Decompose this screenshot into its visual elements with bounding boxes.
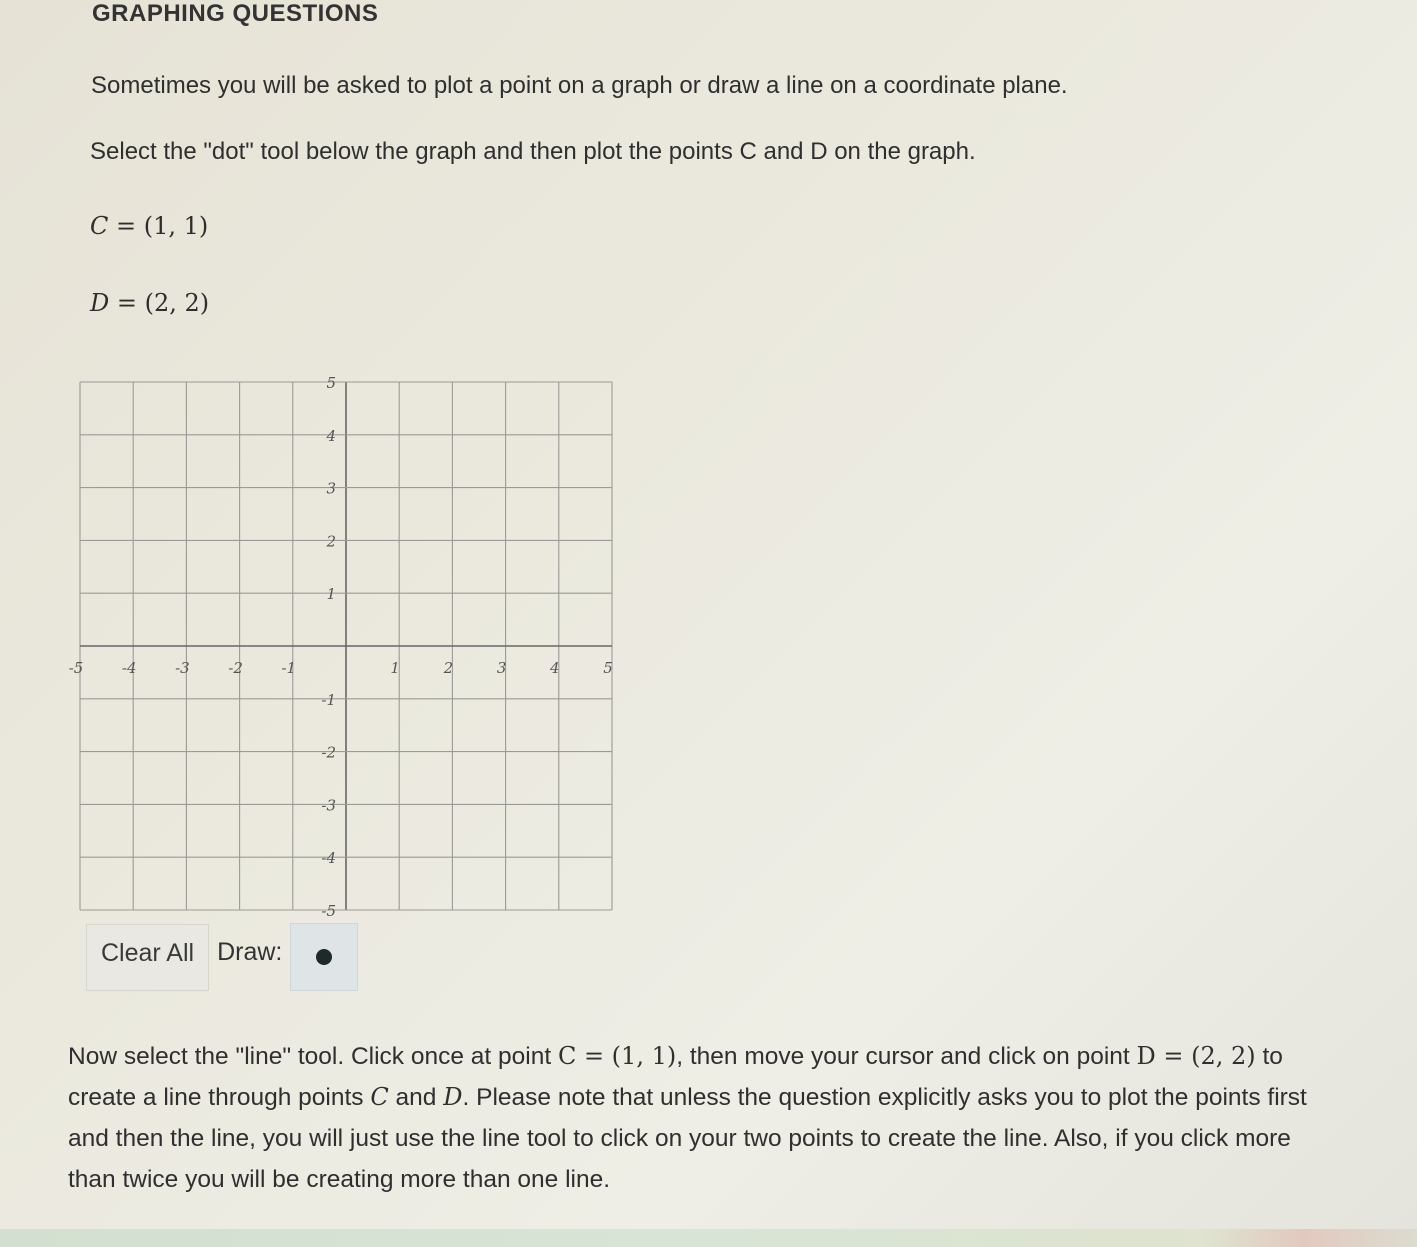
y-tick-label: 3: [326, 479, 336, 498]
instr-math-cn: C: [370, 1083, 389, 1111]
bottom-strip: [0, 1229, 1417, 1247]
y-tick-label: -1: [321, 690, 336, 709]
y-tick-label: -2: [321, 743, 336, 762]
instr-math-dn: D: [443, 1083, 463, 1111]
draw-label: Draw:: [217, 938, 283, 966]
point-c-name: C: [90, 212, 109, 240]
intro-text-2: Select the "dot" tool below the graph and then plot the points C and D on the graph.: [90, 138, 976, 165]
x-tick-label: 2: [443, 659, 454, 677]
x-tick-label: 1: [390, 659, 400, 677]
y-tick-label: 2: [326, 532, 336, 551]
x-tick-label: 4: [550, 659, 560, 677]
instr-part: . Please note that unless the question explicitly asks you to plot the points first and then the line, you will just use the line tool to click on your two points to create the line. Also, if you click more than twice you will be creating more than one line.: [68, 1084, 1307, 1193]
y-tick-label: -5: [321, 902, 336, 920]
clear-all-button[interactable]: Clear All: [86, 924, 209, 991]
instructions-text: [68, 1036, 1328, 1200]
point-c-equation: [90, 212, 208, 240]
instr-part: to create a line through points: [68, 1043, 1283, 1111]
y-tick-label: -4: [321, 849, 336, 868]
x-tick-label: -1: [281, 659, 297, 677]
graph-toolbar: [86, 924, 358, 991]
y-tick-label: 1: [326, 585, 336, 604]
instr-part: and: [388, 1084, 444, 1111]
point-d-name: D: [90, 289, 110, 317]
y-tick-label: 4: [326, 426, 336, 445]
x-tick-label: 5: [603, 659, 613, 677]
dot-tool-button[interactable]: [290, 923, 358, 991]
x-tick-label: -3: [175, 659, 190, 677]
equals: =: [116, 289, 137, 317]
x-tick-label: -2: [228, 659, 243, 677]
coordinate-graph[interactable]: [62, 370, 632, 920]
equals: =: [116, 212, 137, 240]
x-tick-label: -5: [68, 659, 84, 677]
x-tick-label: -4: [121, 659, 137, 677]
instr-part: , then move your cursor and click on point: [676, 1043, 1137, 1070]
instr-math-c: C = (1, 1): [557, 1042, 677, 1070]
instr-part: Now select the "line" tool. Click once at point: [68, 1043, 558, 1070]
y-tick-label: 5: [326, 374, 336, 392]
dot-icon: [316, 949, 332, 965]
point-c-value: (1, 1): [143, 212, 209, 240]
x-tick-label: 3: [496, 659, 507, 677]
point-d-equation: [90, 289, 209, 317]
page-title: GRAPHING QUESTIONS: [92, 0, 379, 27]
instr-math-d: D = (2, 2): [1136, 1042, 1256, 1070]
intro-text-1: Sometimes you will be asked to plot a point on a graph or draw a line on a coordinate plane.: [91, 72, 1068, 99]
point-d-value: (2, 2): [144, 289, 210, 317]
y-tick-label: -3: [321, 796, 336, 815]
